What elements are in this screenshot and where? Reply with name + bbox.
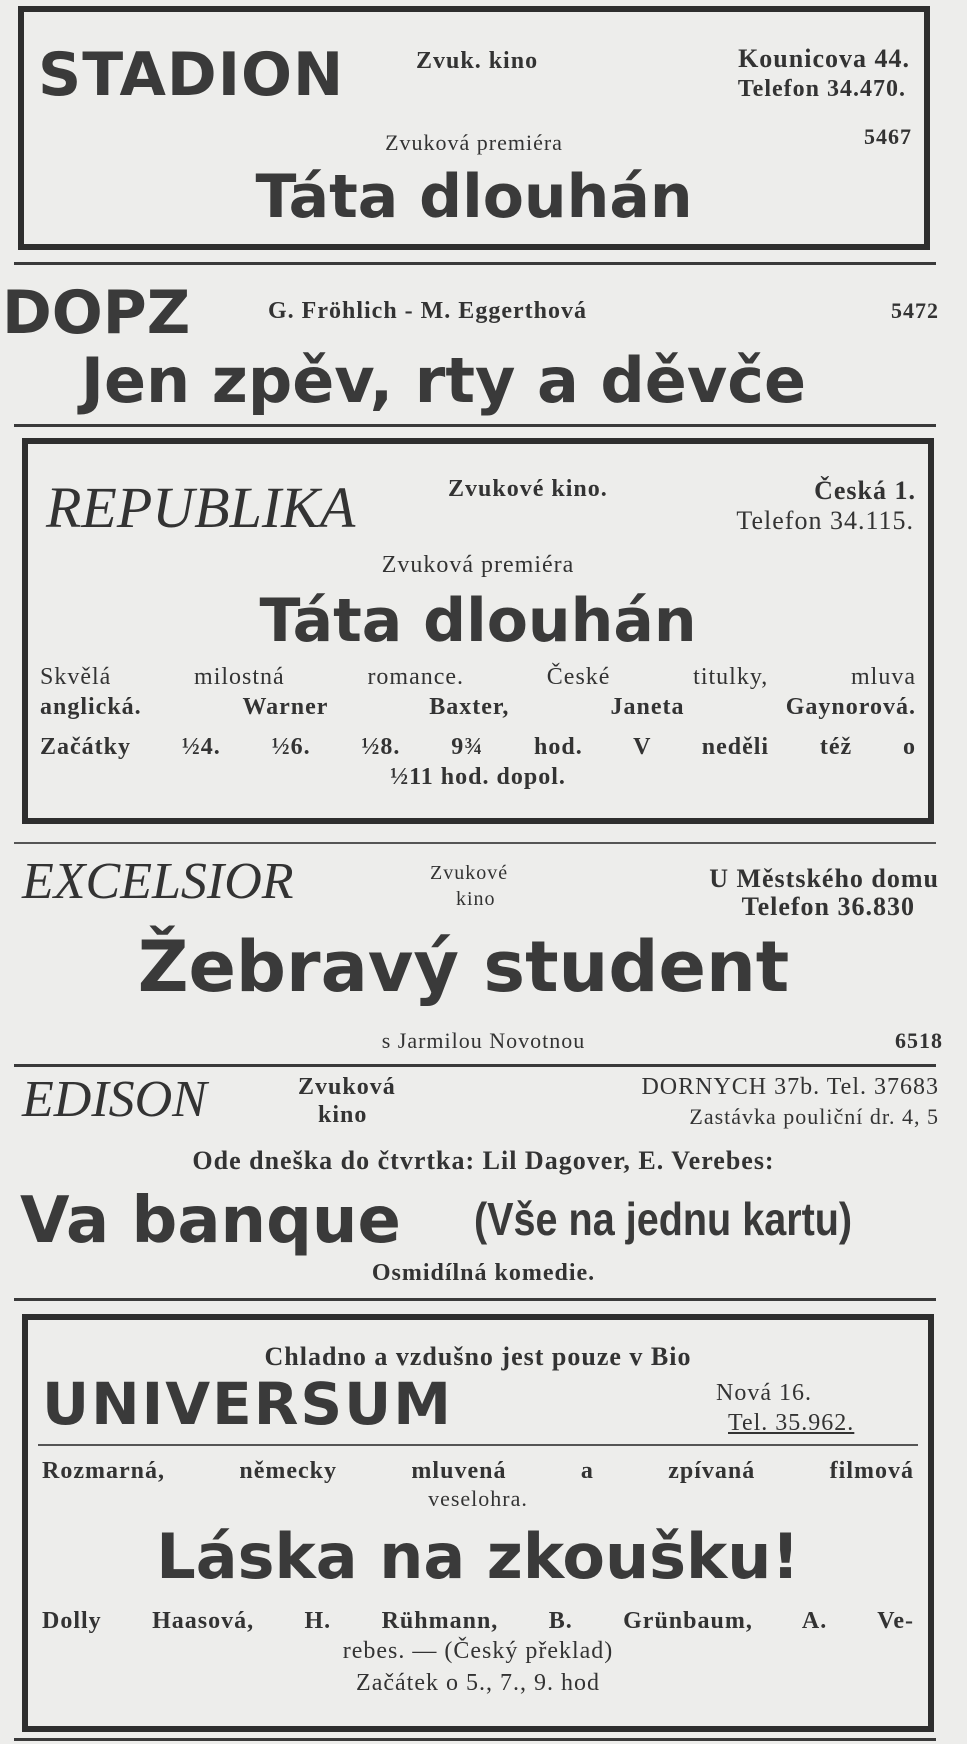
cinema-name: REPUBLIKA bbox=[46, 475, 356, 540]
film-title: Va banque bbox=[20, 1184, 401, 1258]
film-note: Zvuková premiéra bbox=[381, 552, 575, 578]
description-line: veselohra. bbox=[428, 1486, 528, 1511]
cinema-phone: Telefon 36.830 bbox=[741, 892, 915, 921]
cinema-phone: Telefon 34.115. bbox=[736, 506, 914, 535]
cinema-name: DOPZ bbox=[2, 278, 191, 348]
cinema-type: Zvukové bbox=[430, 862, 509, 884]
cinema-type: Zvuková bbox=[298, 1074, 396, 1100]
ad-code: 5472 bbox=[891, 298, 939, 323]
cinema-address: Kounicova 44. bbox=[738, 44, 910, 73]
cinema-phone: Tel. 35.962. bbox=[728, 1410, 855, 1436]
showtimes-line: Začátek o 5., 7., 9. hod bbox=[356, 1670, 600, 1696]
cast-line: Dolly Haasová, H. Rühmann, B. Grünbaum, A. Ve- bbox=[42, 1608, 914, 1634]
film-title: Táta dlouhán bbox=[255, 162, 693, 232]
cinema-type: kino bbox=[456, 888, 496, 910]
divider bbox=[14, 424, 936, 427]
tram-stop: Zastávka pouliční dr. 4, 5 bbox=[689, 1104, 939, 1129]
film-note: Zvuková premiéra bbox=[385, 130, 563, 155]
cinema-name: EXCELSIOR bbox=[22, 853, 294, 910]
cinema-address: DORNYCH 37b. Tel. 37683 bbox=[641, 1074, 939, 1100]
ad-universum bbox=[22, 1314, 934, 1732]
film-note: s Jarmilou Novotnou bbox=[381, 1028, 586, 1053]
cinema-address: Česká 1. bbox=[814, 476, 916, 505]
cinema-type: kino bbox=[318, 1102, 368, 1128]
program-line: Ode dneška do čtvrtka: Lil Dagover, E. Verebes: bbox=[192, 1146, 775, 1175]
film-title: Jen zpěv, rty a děvče bbox=[80, 344, 807, 417]
cinema-address: Nová 16. bbox=[716, 1380, 812, 1406]
showtimes-line: Začátky ½4. ½6. ½8. 9¾ hod. V neděli též o bbox=[40, 734, 916, 760]
cinema-type: Zvuk. kino bbox=[416, 48, 539, 74]
film-subtitle: (Vše na jednu kartu) bbox=[474, 1193, 853, 1245]
film-title: Táta dlouhán bbox=[259, 586, 697, 656]
film-title: Žebravý student bbox=[137, 926, 790, 1008]
cinema-address: U Městského domu bbox=[709, 864, 939, 893]
divider bbox=[14, 262, 936, 265]
genre-line: Osmidílná komedie. bbox=[371, 1260, 596, 1286]
divider bbox=[14, 842, 936, 844]
divider bbox=[14, 1298, 936, 1301]
cinema-type: Zvukové kino. bbox=[448, 476, 608, 502]
cast-line: rebes. — (Český překlad) bbox=[342, 1638, 614, 1664]
ad-republika bbox=[22, 438, 934, 824]
film-title: Láska na zkoušku! bbox=[156, 1520, 800, 1593]
divider bbox=[38, 1444, 918, 1446]
cast-line: G. Fröhlich - M. Eggerthová bbox=[268, 298, 587, 324]
cinema-name: UNIVERSUM bbox=[42, 1370, 453, 1438]
ad-code: 5467 bbox=[864, 124, 912, 149]
header-line: Chladno a vzdušno jest pouze v Bio bbox=[264, 1342, 692, 1371]
showtimes-line: ½11 hod. dopol. bbox=[390, 764, 566, 790]
cinema-name: STADION bbox=[38, 40, 345, 110]
divider bbox=[14, 1738, 936, 1741]
description-line: Rozmarná, německy mluvená a zpívaná filmová bbox=[42, 1458, 914, 1484]
cinema-phone: Telefon 34.470. bbox=[737, 76, 906, 102]
ad-stadion bbox=[18, 6, 930, 250]
ad-code: 6518 bbox=[895, 1028, 943, 1053]
description-line: Skvělá milostná romance. České titulky, mluva bbox=[40, 664, 916, 690]
divider bbox=[14, 1064, 936, 1067]
description-line: anglická. Warner Baxter, Janeta Gaynorová. bbox=[40, 694, 916, 720]
cinema-name: EDISON bbox=[22, 1071, 207, 1128]
